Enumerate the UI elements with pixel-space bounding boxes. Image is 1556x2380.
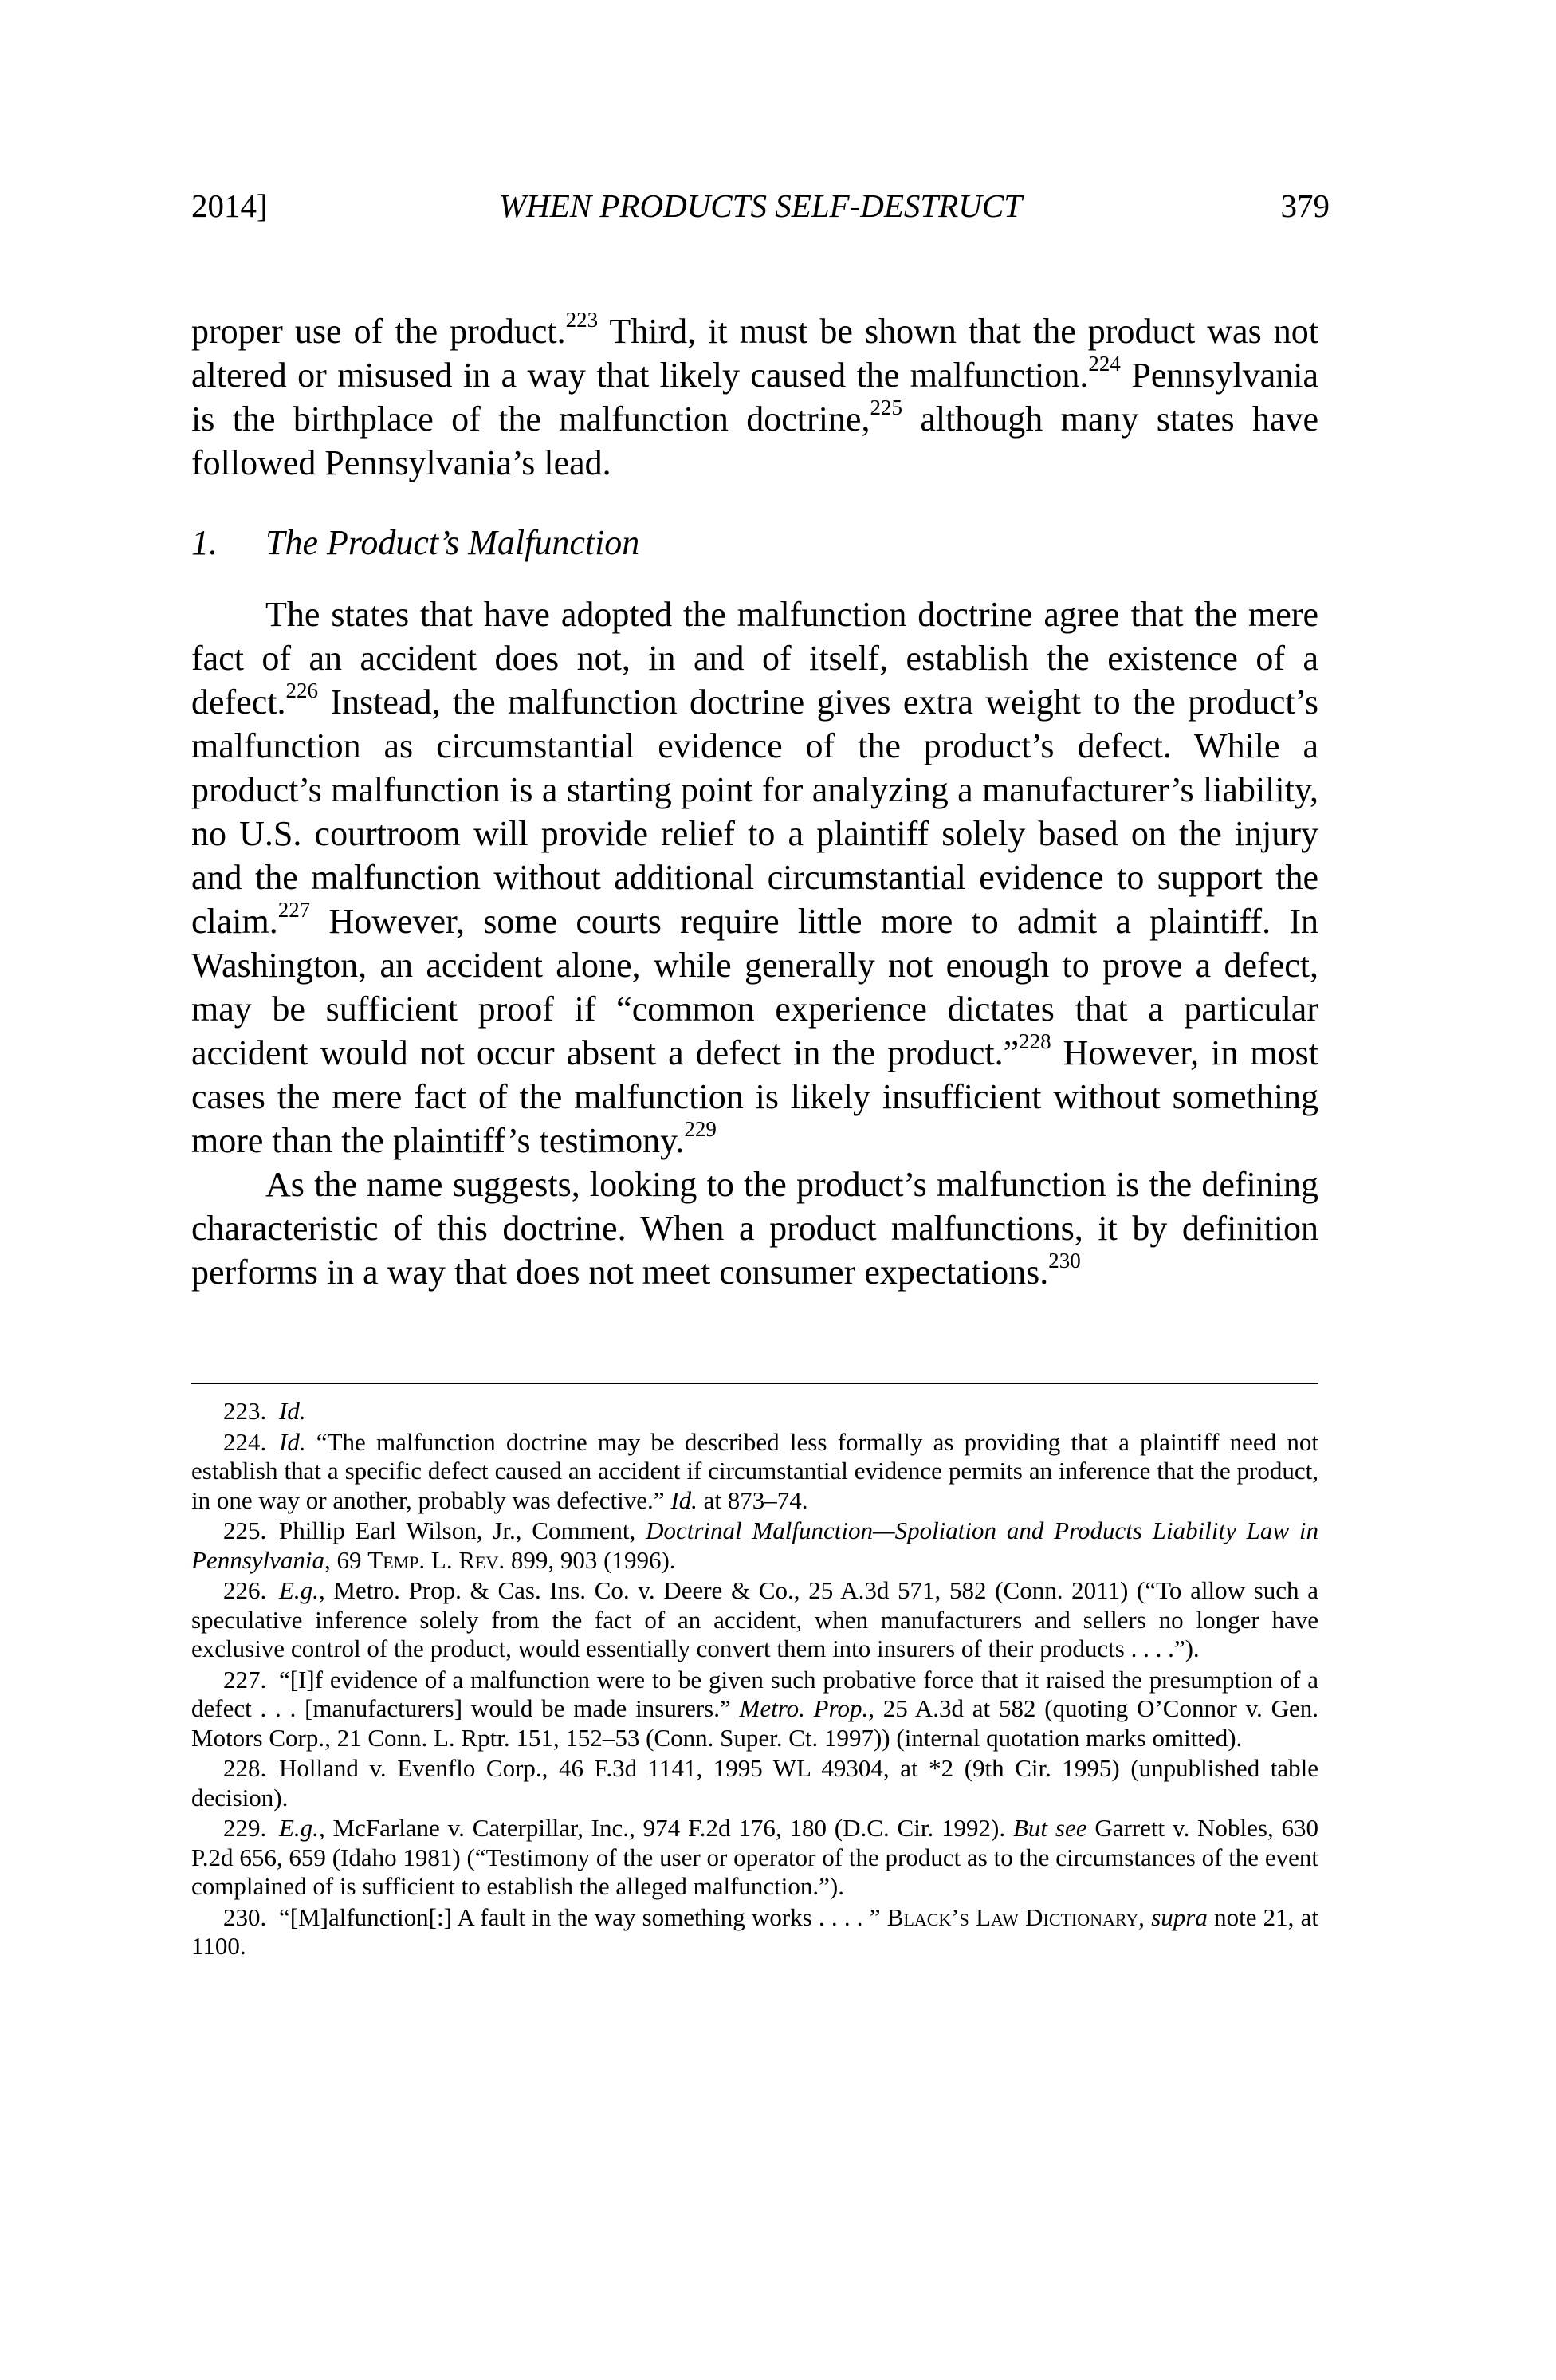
body-paragraph: The states that have adopted the malfunction doctrine agree that the mere fact of an accident does not, in and of itself, establish the existence of a defect.$^{226}$ Instead, the malfunction doctrine gives extra weight to the product’s malfunction as circumstantial evidence of the product’s defect. While a product’s malfunction is a starting point for analyzing a manufacturer’s liability, no U.S. courtroom will provide relief to a plaintiff solely based on the injury and the malfunction without additional circumstantial evidence to support the claim.$^{227}$ However, some courts require little more to admit a plaintiff. In Washington, an accident alone, while generally not enough to prove a defect, may be sufficient proof if “common experience dictates that a particular accident would not occur absent a defect in the product.”$^{228}$ However, in most cases the mere fact of the malfunction is likely insufficient without something more than the plaintiff’s testimony.$^{229}$ [191,595,1318,1160]
main-body-block [191,592,1318,1294]
footnote-ref-226: 226 [285,679,318,702]
footnote-ref-228: 228 [1019,1029,1051,1053]
footnote-229: 229. E.g., McFarlane v. Caterpillar, Inc., 974 F.2d 176, 180 (D.C. Cir. 1992). But see Garrett v. Nobles, 630 P.2d 656, 659 (Idaho 1981) (“Testimony of the user or operator of the product as to the circumstances of the event complained of is sufficient to establish the alleged malfunction.”). [191,1814,1319,1900]
footnote-ref-223: 223 [565,308,599,332]
body-paragraph: As the name suggests, looking to the product’s malfunction is the defining characteristic of this doctrine. When a product malfunctions, it by definition performs in a way that does not meet consumer expectations.$^{230}$ [191,1165,1318,1292]
footnote-225: 225. Phillip Earl Wilson, Jr., Comment, Doctrinal Malfunction—Spoliation and Products Liability Law in Pennsylvania, 69 Temp. L. Rev. 899, 903 (1996). [191,1517,1318,1574]
footnote-226: 226. E.g., Metro. Prop. & Cas. Ins. Co. v. Deere & Co., 25 A.3d 571, 582 (Conn. 2011) (“To allow such a speculative inference solely from the fact of an accident, when manufacturers and sellers no longer have exclusive control of the product, would essentially convert them into insurers of their products . . . .”). [191,1576,1318,1662]
intro-paragraph-block [191,309,1318,485]
footnote-228: 228. Holland v. Evenflo Corp., 46 F.3d 1141, 1995 WL 49304, at *2 (9th Cir. 1995) (unpublished table decision). [191,1754,1318,1812]
footnote-ref-224: 224 [1088,352,1121,376]
section-heading [191,521,639,565]
header-title: WHEN PRODUCTS SELF-DESTRUCT [498,187,1023,224]
footnotes [191,1397,1318,1963]
footnote-ref-229: 229 [684,1117,717,1141]
section-number: 1. [191,523,218,562]
footnote-divider [191,1383,1318,1384]
section-title: The Product’s Malfunction [265,523,640,562]
footnote-230: 230. “[M]alfunction[:] A fault in the way something works . . . . ” Black’s Law Dictionary, supra note 21, at 1100. [191,1902,1318,1960]
footnote-227: 227. “[I]f evidence of a malfunction were to be given such probative force that it raised the presumption of a defect . . . [manufacturers] would be made insurers.” Metro. Prop., 25 A.3d at 582 (quoting O’Connor v. Gen. Motors Corp., 21 Conn. L. Rptr. 151, 152–53 (Conn. Super. Ct. 1997)) (internal quotation marks omitted). [191,1665,1318,1752]
header-year: 2014] [191,187,268,224]
footnote-ref-225: 225 [870,395,902,419]
footnote-224: 224. Id. “The malfunction doctrine may be described less formally as providing that a plaintiff need not establish that a specific defect caused an accident if circumstantial evidence permits an inference that the product, in one way or another, probably was defective.” Id. at 873–74. [191,1427,1318,1514]
page-number: 379 [1280,187,1330,224]
running-header [191,182,1330,230]
intro-paragraph: proper use of the product.$^{223}$ Third, it must be shown that the product was not altered or misused in a way that likely caused the malfunction.$^{224}$ Pennsylvania is the birthplace of the malfunction doctrine,$^{225}$ although many states have followed Pennsylvania’s lead. [191,308,1318,482]
footnote-ref-227: 227 [277,898,311,922]
footnote-ref-230: 230 [1048,1249,1081,1273]
footnote-223: 223. Id. [223,1397,306,1425]
